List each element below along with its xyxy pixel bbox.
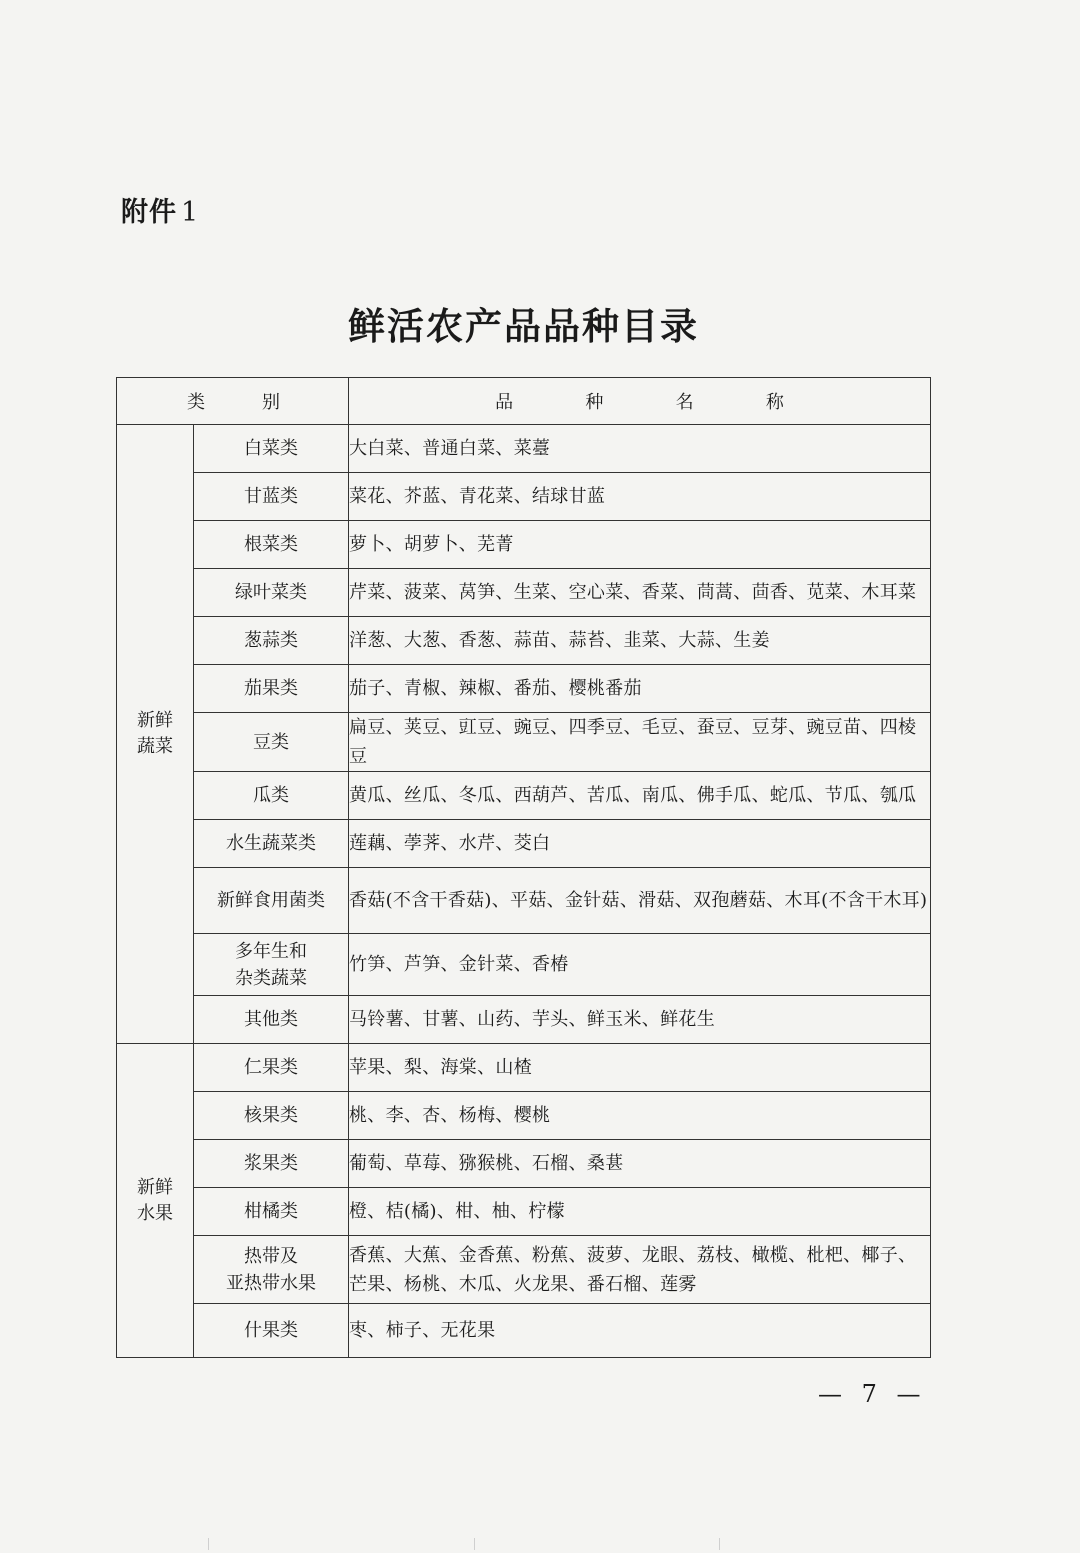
scan-mark: [208, 1538, 209, 1550]
subcategory: 瓜类: [194, 772, 349, 820]
subcategory: 白菜类: [194, 425, 349, 473]
header-variety: [349, 378, 931, 425]
subcategory: [194, 1236, 349, 1304]
variety-list: 马铃薯、甘薯、山药、芋头、鲜玉米、鲜花生: [349, 996, 931, 1044]
variety-list: 萝卜、胡萝卜、芜菁: [349, 521, 931, 569]
subcategory: 仁果类: [194, 1044, 349, 1092]
variety-list: 葡萄、草莓、猕猴桃、石榴、桑葚: [349, 1140, 931, 1188]
header-category: [117, 378, 349, 425]
table-row: [117, 934, 931, 996]
catalog-table: [116, 377, 931, 1358]
table-row: [117, 617, 931, 665]
page-number: — 7 —: [818, 1380, 927, 1408]
table-row: [117, 772, 931, 820]
subcategory: [194, 934, 349, 996]
scan-mark: [719, 1538, 720, 1550]
subcategory: 什果类: [194, 1304, 349, 1358]
subcategory-line1: 热带及: [244, 1245, 298, 1267]
variety-list: 橙、桔(橘)、柑、柚、柠檬: [349, 1188, 931, 1236]
table-row: [117, 1140, 931, 1188]
subcategory: 新鲜食用菌类: [194, 868, 349, 934]
header-variety-char: 名: [675, 392, 694, 413]
variety-list: 菜花、芥蓝、青花菜、结球甘蓝: [349, 473, 931, 521]
header-variety-char: 称: [765, 392, 784, 413]
table-row: [117, 425, 931, 473]
table-row: [117, 713, 931, 772]
variety-list: 竹笋、芦笋、金针菜、香椿: [349, 934, 931, 996]
variety-list: 莲藕、荸荠、水芹、茭白: [349, 820, 931, 868]
variety-list: 香菇(不含干香菇)、平菇、金针菇、滑菇、双孢蘑菇、木耳(不含干木耳): [349, 868, 931, 934]
header-variety-char: 品: [495, 392, 514, 413]
subcategory-line1: 多年生和: [235, 940, 307, 962]
table-row: [117, 521, 931, 569]
subcategory: 豆类: [194, 713, 349, 772]
header-category-char: 别: [262, 392, 280, 413]
header-variety-char: 种: [585, 392, 604, 413]
subcategory: 绿叶菜类: [194, 569, 349, 617]
page-title: 鲜活农产品品种目录: [348, 305, 699, 348]
group-vegetables: [117, 425, 194, 1044]
table-row: [117, 1188, 931, 1236]
table-row: [117, 569, 931, 617]
subcategory: 葱蒜类: [194, 617, 349, 665]
variety-list: 扁豆、荚豆、豇豆、豌豆、四季豆、毛豆、蚕豆、豆芽、豌豆苗、四棱豆: [349, 713, 931, 772]
variety-list: 茄子、青椒、辣椒、番茄、樱桃番茄: [349, 665, 931, 713]
header-category-char: 类: [187, 392, 205, 413]
group-name-line2: 蔬菜: [137, 736, 173, 757]
group-name-line1: 新鲜: [137, 710, 173, 731]
subcategory: 根菜类: [194, 521, 349, 569]
table-row: [117, 473, 931, 521]
subcategory-line2: 杂类蔬菜: [235, 967, 307, 989]
subcategory: 茄果类: [194, 665, 349, 713]
table-row: [117, 996, 931, 1044]
variety-list: 枣、柿子、无花果: [349, 1304, 931, 1358]
table-row: [117, 820, 931, 868]
table-row: [117, 1044, 931, 1092]
variety-list: 芹菜、菠菜、莴笋、生菜、空心菜、香菜、茼蒿、茴香、苋菜、木耳菜: [349, 569, 931, 617]
subcategory: 核果类: [194, 1092, 349, 1140]
group-name-line1: 新鲜: [137, 1176, 173, 1198]
subcategory: 甘蓝类: [194, 473, 349, 521]
attachment-text: 附件: [121, 197, 177, 228]
group-name-line2: 水果: [137, 1202, 173, 1224]
attachment-number: 1: [181, 197, 200, 228]
table-row: [117, 1236, 931, 1304]
variety-list: 洋葱、大葱、香葱、蒜苗、蒜苔、韭菜、大蒜、生姜: [349, 617, 931, 665]
variety-list: 大白菜、普通白菜、菜薹: [349, 425, 931, 473]
variety-list: 黄瓜、丝瓜、冬瓜、西葫芦、苦瓜、南瓜、佛手瓜、蛇瓜、节瓜、瓠瓜: [349, 772, 931, 820]
subcategory: 水生蔬菜类: [194, 820, 349, 868]
subcategory-line2: 亚热带水果: [226, 1272, 316, 1294]
attachment-label: [121, 190, 199, 229]
variety-list: 香蕉、大蕉、金香蕉、粉蕉、菠萝、龙眼、荔枝、橄榄、枇杷、椰子、芒果、杨桃、木瓜、火龙果、番石榴、莲雾: [349, 1236, 931, 1304]
group-fruits: [117, 1044, 194, 1358]
table-row: [117, 665, 931, 713]
subcategory: 其他类: [194, 996, 349, 1044]
subcategory: 浆果类: [194, 1140, 349, 1188]
table-row: [117, 868, 931, 934]
table-row: [117, 1092, 931, 1140]
table-header-row: [117, 378, 931, 425]
subcategory: 柑橘类: [194, 1188, 349, 1236]
variety-list: 苹果、梨、海棠、山楂: [349, 1044, 931, 1092]
table-row: [117, 1304, 931, 1358]
variety-list: 桃、李、杏、杨梅、樱桃: [349, 1092, 931, 1140]
scan-mark: [474, 1538, 475, 1550]
